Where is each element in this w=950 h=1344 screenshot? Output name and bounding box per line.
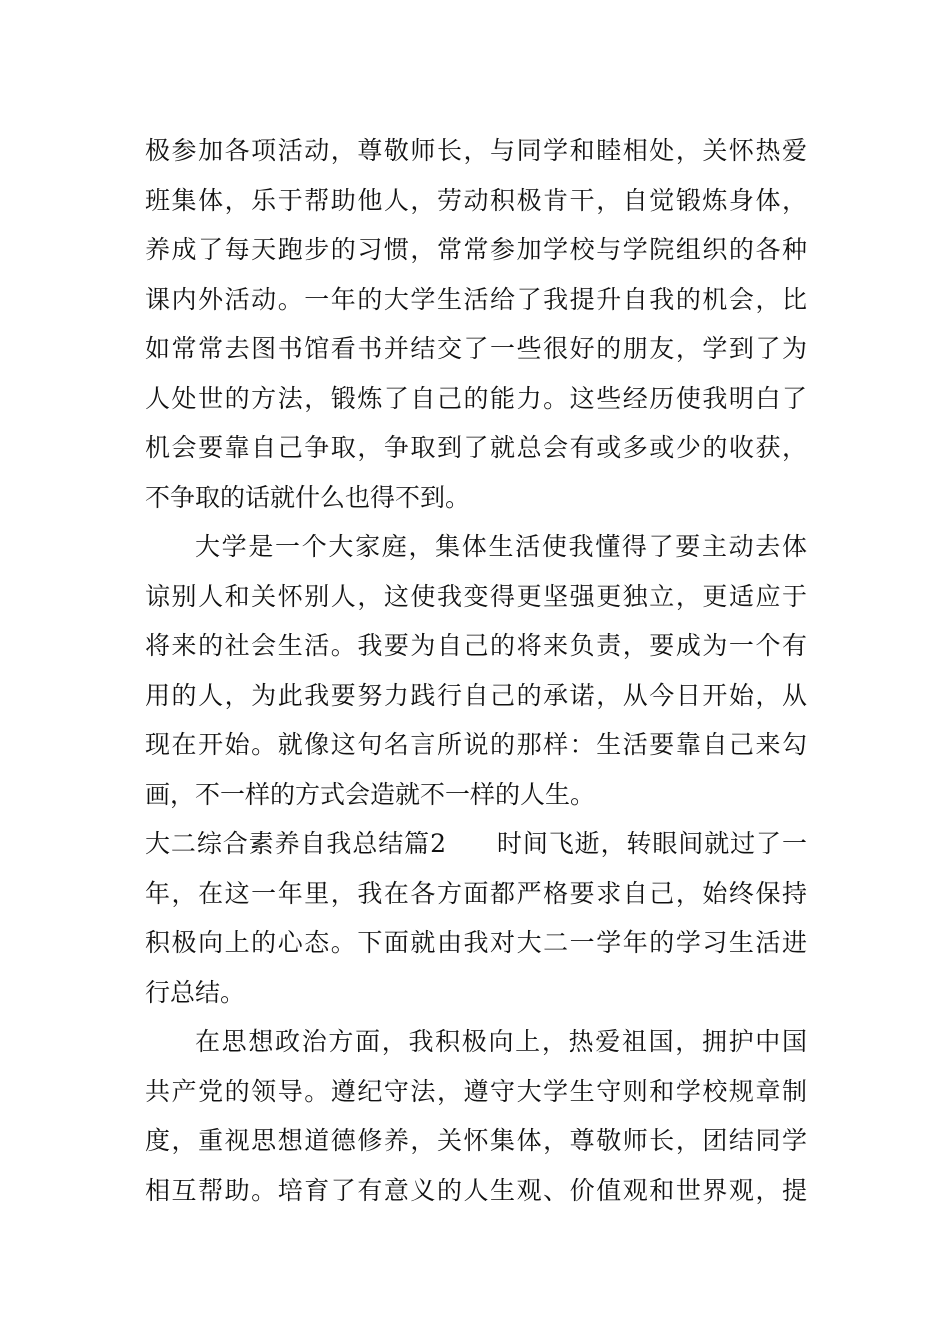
text-line: 大学是一个大家庭，集体生活使我懂得了要主动去体 bbox=[195, 532, 807, 561]
text-line: 行总结。 bbox=[145, 977, 246, 1007]
text-line: 时间飞逝，转眼间就过了一 bbox=[495, 829, 807, 858]
text-line: 不争取的话就什么也得不到。 bbox=[145, 482, 471, 512]
text-line: 机会要靠自己争取，争取到了就总会有或多或少的收获， bbox=[145, 433, 807, 462]
text-line: 如常常去图书馆看书并结交了一些很好的朋友，学到了为 bbox=[145, 334, 807, 363]
text-line: 将来的社会生活。我要为自己的将来负责，要成为一个有 bbox=[145, 631, 807, 660]
text-line: 用的人，为此我要努力践行自己的承诺，从今日开始，从 bbox=[145, 680, 807, 710]
text-line: 在思想政治方面，我积极向上，热爱祖国，拥护中国 bbox=[195, 1027, 807, 1056]
text-line: 养成了每天跑步的习惯，常常参加学校与学院组织的各种 bbox=[145, 235, 807, 264]
text-line: 谅别人和关怀别人，这使我变得更坚强更独立，更适应于 bbox=[145, 581, 807, 611]
section-title: 大二综合素养自我总结篇2 bbox=[145, 829, 446, 858]
document-body bbox=[145, 126, 807, 1215]
text-line: 现在开始。就像这句名言所说的那样：生活要靠自己来勾 bbox=[145, 730, 807, 759]
text-line: 年，在这一年里，我在各方面都严格要求自己，始终保持 bbox=[145, 878, 807, 908]
text-line: 课内外活动。一年的大学生活给了我提升自我的机会，比 bbox=[145, 284, 807, 314]
text-line: 度，重视思想道德修养，关怀集体，尊敬师长，团结同学 bbox=[145, 1126, 807, 1155]
text-line: 极参加各项活动，尊敬师长，与同学和睦相处，关怀热爱 bbox=[145, 136, 807, 165]
text-line: 人处世的方法，锻炼了自己的能力。这些经历使我明白了 bbox=[145, 383, 807, 413]
text-line: 画，不一样的方式会造就不一样的人生。 bbox=[145, 779, 596, 809]
text-line: 相互帮助。培育了有意义的人生观、价值观和世界观，提 bbox=[145, 1175, 807, 1205]
section-heading-line bbox=[145, 819, 807, 869]
text-line: 积极向上的心态。下面就由我对大二一学年的学习生活进 bbox=[145, 928, 807, 957]
text-line: 班集体，乐于帮助他人，劳动积极肯干，自觉锻炼身体， bbox=[145, 185, 807, 215]
text-line: 共产党的领导。遵纪守法，遵守大学生守则和学校规章制 bbox=[145, 1076, 807, 1106]
